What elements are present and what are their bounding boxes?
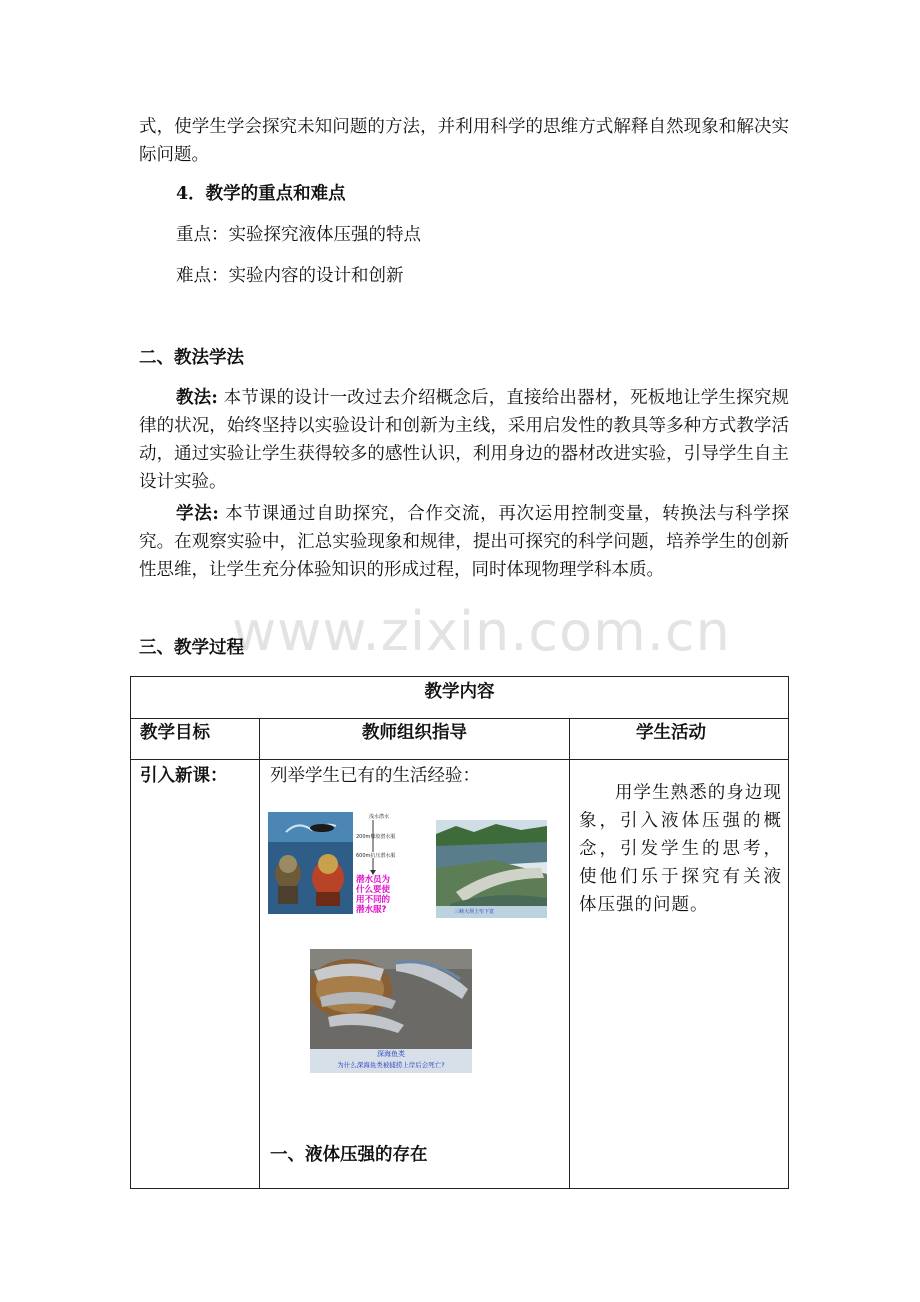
column-header-goal: 教学目标 (140, 723, 210, 743)
difficult-point: 难点：实验内容的设计和创新 (176, 266, 404, 286)
teaching-method-label: 教法 (176, 388, 212, 408)
section4-title: 4．教学的重点和难点 (176, 184, 346, 204)
row-goal-cell: 引入新课： (140, 766, 228, 786)
student-activity-text: 用学生熟悉的身边现象，引入液体压强的概念，引发学生的思考，使他们乐于探究有关液体压强的问题。 (579, 782, 782, 915)
intro-paragraph: 式，使学生学会探究未知问题的方法，并利用科学的思维方式解释自然现象和解决实际问题。 (139, 117, 789, 165)
dam-image (436, 820, 547, 918)
dam-illustration (436, 820, 547, 918)
section-subheading: 一、液体压强的存在 (270, 1145, 428, 1165)
watermark: www.zixin.com.cn (232, 600, 731, 663)
teacher-intro-text: 列举学生已有的生活经验： (270, 766, 480, 786)
teaching-method-text: 本节课的设计一改过去介绍概念后，直接给出器材，死板地让学生探究规律的状况，始终坚持以实验设计和创新为主线，采用启发性的教具等多种方式教学活动，通过实验让学生获得较多的感性认识，利用身边的器材改进实验，引导学生自主设计实验。 (139, 388, 790, 492)
key-point: 重点：实验探究液体压强的特点 (176, 225, 421, 245)
table-divider (259, 718, 260, 1188)
table-rule (131, 759, 788, 760)
section3-title: 三、教学过程 (139, 638, 244, 658)
column-header-teacher: 教师组织指导 (362, 723, 467, 743)
teaching-process-table (130, 676, 789, 1189)
diver-image (268, 812, 415, 914)
learning-method-paragraph: 学法: 本节课通过自助探究，合作交流，再次运用控制变量，转换法与科学探究。在观察实验中，汇总实验现象和规律，提出可探究的科学问题，培养学生的创新性思维，让学生充分体验知识的形成过程，同时体现物理学科本质。 (139, 504, 789, 580)
section2-title: 二、教法学法 (139, 348, 244, 368)
learning-method-text: 本节课通过自助探究，合作交流，再次运用控制变量，转换法与科学探究。在观察实验中，汇总实验现象和规律，提出可探究的科学问题，培养学生的创新性思维，让学生充分体验知识的形成过程，同时体现物理学科本质。 (139, 504, 789, 580)
diver-label-200m: 200m橡胶潜水服 (356, 834, 396, 840)
fish-title: 深海鱼类 (377, 1050, 405, 1058)
diver-label-600m: 600m抗压潜水服 (356, 853, 396, 859)
fish-question: 为什么深海鱼类被捕捞上岸后会死亡? (337, 1061, 445, 1069)
diver-label-shallow: 浅水潜水 (369, 814, 390, 820)
column-header-student: 学生活动 (636, 723, 706, 743)
fish-image (310, 949, 472, 1073)
table-header: 教学内容 (424, 682, 495, 702)
dam-caption: 三峡大坝上窄下宽 (454, 909, 495, 915)
learning-method-label: 学法 (176, 504, 213, 524)
diver-question: 潜水员为什么要使用不同的潜水服? (356, 875, 391, 914)
teaching-method-paragraph: 教法: 本节课的设计一改过去介绍概念后，直接给出器材，死板地让学生探究规律的状况，始终坚持以实验设计和创新为主线，采用启发性的教具等多种方式教学活动，通过实验让学生获得较多的感性认识，利用身边的器材改进实验，引导学生自主设计实验。 (139, 388, 790, 492)
table-divider (569, 718, 570, 1188)
